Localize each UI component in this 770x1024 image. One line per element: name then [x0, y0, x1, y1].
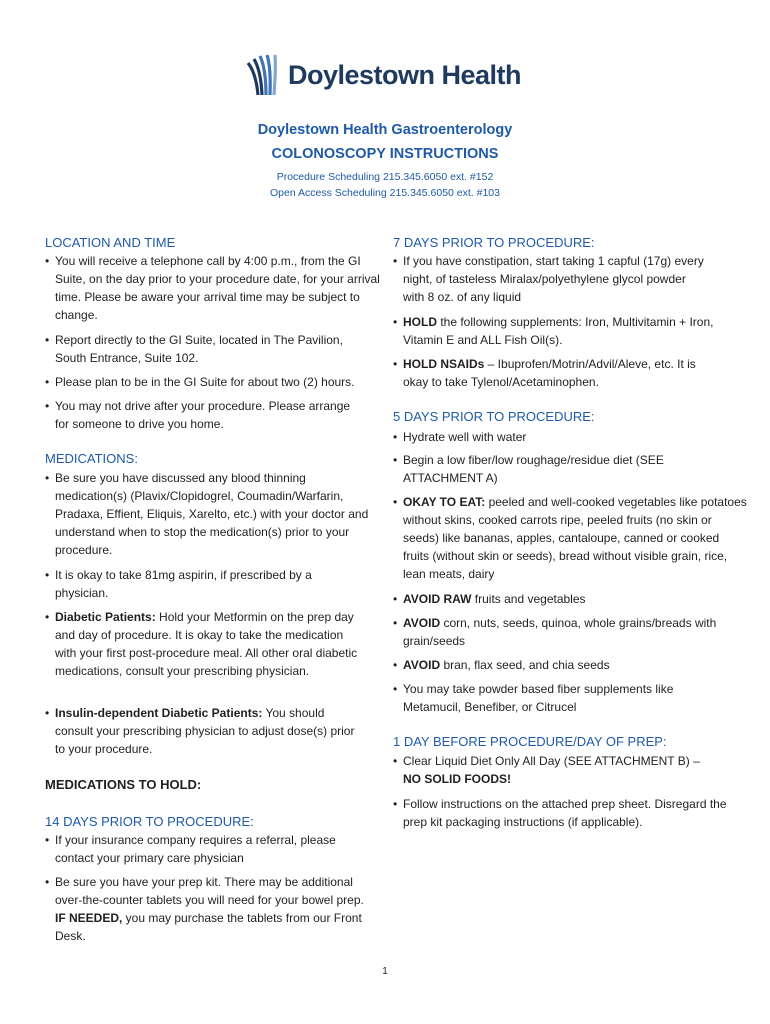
page-number: 1 [382, 966, 388, 977]
one-day-before-item: • Clear Liquid Diet Only All Day (SEE ATTACHMENT B) – NO SOLID FOODS! [393, 754, 700, 786]
medication-item: • Be sure you have discussed any blood thinning medication(s) (Plavix/Clopidogrel, Coumadin/Warfarin, Pradaxa, Effient, Eliquis, Xarelto, etc.) with your doctor and understand when to stop the medication(s) prior to your procedure. [45, 471, 369, 557]
one-day-before-item: • Follow instructions on the attached prep sheet. Disregard the prep kit packaging instructions (if applicable). [393, 797, 727, 829]
five-days-item: • You may take powder based fiber supplements like Metamucil, Benefiber, or Citrucel [393, 682, 674, 714]
seven-days-item: • HOLD NSAIDs – Ibuprofen/Motrin/Advil/Aleve, etc. It is okay to take Tylenol/Acetaminophen. [393, 357, 696, 389]
document-title: Doylestown Health Gastroenterology [257, 122, 513, 138]
location-item: • Please plan to be in the GI Suite for about two (2) hours. [45, 375, 355, 389]
logo-mark-icon [246, 53, 284, 97]
one-day-before-heading: 1 DAY BEFORE PROCEDURE/DAY OF PREP: [393, 734, 667, 749]
five-days-item: • Begin a low fiber/low roughage/residue diet (SEE ATTACHMENT A) [393, 453, 664, 485]
location-item: • You will receive a telephone call by 4:00 p.m., from the GI Suite, on the day prior to your procedure date, for your arrival time. Please be aware your arrival time may be subject to change. [45, 254, 380, 322]
five-days-item: • AVOID corn, nuts, seeds, quinoa, whole grains/breads with grain/seeds [393, 616, 717, 648]
medication-item: • It is okay to take 81mg aspirin, if prescribed by a physician. [45, 568, 312, 600]
logo-wordmark: Doylestown Health [288, 59, 522, 90]
medications-heading: MEDICATIONS: [45, 451, 138, 466]
five-days-item: • OKAY TO EAT: peeled and well-cooked vegetables like potatoes without skins, cooked carrots ripe, peeled fruits (no skin or seeds) like bananas, apples, cantaloupe, canned or cooked fruits (without skin or seeds), bread without visible grain, rice, lean meats, dairy [393, 495, 747, 581]
open-access-scheduling-line: Open Access Scheduling 215.345.6050 ext. #103 [269, 187, 500, 199]
document-subtitle: COLONOSCOPY INSTRUCTIONS [271, 146, 499, 162]
location-and-time-heading: LOCATION AND TIME [45, 235, 176, 250]
seven-days-heading: 7 DAYS PRIOR TO PROCEDURE: [393, 235, 595, 250]
location-item: • You may not drive after your procedure. Please arrange for someone to drive you home. [45, 399, 351, 431]
location-item: • Report directly to the GI Suite, located in The Pavilion, South Entrance, Suite 102. [45, 333, 343, 365]
procedure-scheduling-line: Procedure Scheduling 215.345.6050 ext. #152 [276, 171, 494, 183]
fourteen-days-item: • Be sure you have your prep kit. There may be additional over-the-counter tablets you will need for your bowel prep. IF NEEDED, you may purchase the tablets from our Front Desk. [45, 875, 364, 943]
medication-item: • Diabetic Patients: Hold your Metformin on the prep day and day of procedure. It is okay to take the medication with your first post-procedure meal. All other oral diabetic medications, consult your prescribing physician. [45, 610, 358, 678]
five-days-item: • Hydrate well with water [393, 430, 527, 444]
fourteen-days-heading: 14 DAYS PRIOR TO PROCEDURE: [45, 814, 254, 829]
doylestown-health-logo [246, 50, 521, 100]
medication-item: • Insulin-dependent Diabetic Patients: You should consult your prescribing physician to adjust dose(s) prior to your procedure. [45, 706, 355, 756]
fourteen-days-item: • If your insurance company requires a referral, please contact your primary care physician [45, 833, 336, 865]
medications-to-hold-heading: MEDICATIONS TO HOLD: [45, 777, 202, 792]
seven-days-item: • If you have constipation, start taking 1 capful (17g) every night, of tasteless Miralax/polyethylene glycol powder with 8 oz. of any liquid [393, 254, 704, 304]
five-days-heading: 5 DAYS PRIOR TO PROCEDURE: [393, 409, 595, 424]
five-days-item: • AVOID RAW fruits and vegetables [393, 592, 586, 606]
five-days-item: • AVOID bran, flax seed, and chia seeds [393, 658, 610, 672]
seven-days-item: • HOLD the following supplements: Iron, Multivitamin + Iron, Vitamin E and ALL Fish Oil(s). [393, 315, 714, 347]
